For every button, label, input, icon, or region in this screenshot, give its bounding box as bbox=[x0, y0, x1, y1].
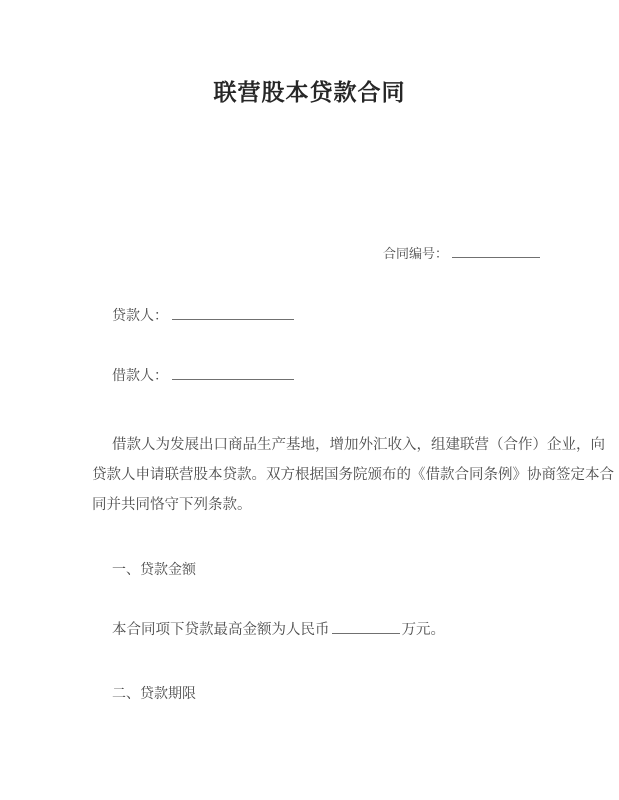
loan-amount-sentence bbox=[112, 620, 445, 639]
loan-amount-field[interactable] bbox=[332, 620, 400, 634]
contract-number-field[interactable] bbox=[452, 244, 540, 258]
paragraph-line: 同并共同恪守下列条款。 bbox=[92, 497, 252, 513]
section-2-heading: 二、贷款期限 bbox=[112, 685, 196, 701]
document-title: 联营股本贷款合同 bbox=[213, 80, 406, 105]
borrower-field[interactable] bbox=[172, 366, 294, 380]
borrower-label: 借款人： bbox=[112, 367, 168, 383]
intro-paragraph bbox=[92, 430, 614, 520]
paragraph-line: 借款人为发展出口商品生产基地，增加外汇收入，组建联营（合作）企业，向 bbox=[112, 437, 605, 453]
contract-number-line bbox=[383, 244, 540, 263]
lender-label: 贷款人： bbox=[112, 307, 168, 323]
lender-line bbox=[112, 306, 294, 324]
paragraph-line: 贷款人申请联营股本贷款。双方根据国务院颁布的《借款合同条例》协商签定本合 bbox=[92, 467, 614, 483]
loan-amount-prefix: 本合同项下贷款最高金额为人民币 bbox=[112, 622, 330, 638]
section-1-heading: 一、贷款金额 bbox=[112, 561, 196, 577]
loan-amount-suffix: 万元。 bbox=[401, 622, 445, 638]
lender-field[interactable] bbox=[172, 306, 294, 320]
borrower-line bbox=[112, 366, 294, 384]
contract-number-label: 合同编号： bbox=[383, 246, 449, 261]
